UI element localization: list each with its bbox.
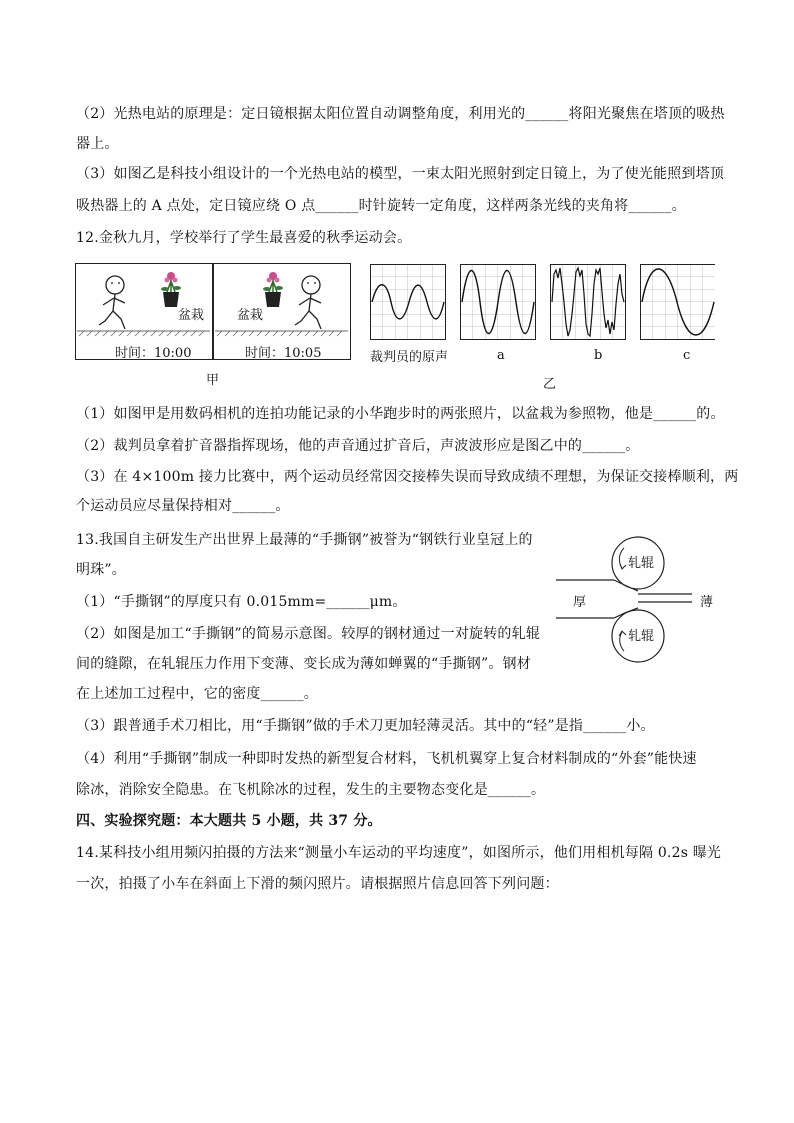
jia-panel1-time: 时间：10:00: [115, 346, 192, 361]
q12-part1: （1）如图甲是用数码相机的连拍功能记录的小华跑步时的两张照片，以盆栽为参照物，他是______的。: [76, 406, 725, 422]
roller-top-label: 轧辊: [628, 556, 655, 571]
q13-part2-line3: 在上述加工过程中，它的密度______。: [76, 686, 318, 702]
roller-bottom-label: 轧辊: [628, 629, 655, 644]
q13-part3: （3）跟普通手术刀相比，用“手撕钢”做的手术刀更加轻薄灵活。其中的“轻”是指______小。: [76, 718, 655, 734]
q13-stem-line2: 明珠”。: [76, 562, 126, 578]
q11-part3-line2: 吸热器上的 A 点处，定日镜应绕 O 点______时针旋转一定角度，这样两条光线的夹角将______。: [76, 198, 686, 214]
q12-part3-line1: （3）在 4×100m 接力比赛中，两个运动员经常因交接棒失误而导致成绩不理想，为保证交接棒顺利，两: [76, 469, 739, 485]
q13-part4-line1: （4）利用“手撕钢”制成一种即时发热的新型复合材料，飞机机翼穿上复合材料制成的“外套”能快速: [76, 751, 697, 767]
waveform-c: [641, 265, 716, 340]
q13-part4-line2: 除冰，消除安全隐患。在飞机除冰的过程，发生的主要物态变化是______。: [76, 782, 546, 798]
q14-stem-line1: 14.某科技小组用频闪拍摄的方法来“测量小车运动的平均速度”，如图所示，他们用相机每隔 0.2s 曝光: [76, 845, 722, 861]
figure-yi-waveforms: [370, 264, 715, 344]
section-four-heading: 四、实验探究题：本大题共 5 小题，共 37 分。: [76, 813, 382, 829]
yi-label-original: 裁判员的原声: [370, 350, 449, 365]
q12-stem: 12.金秋九月，学校举行了学生最喜爱的秋季运动会。: [76, 230, 412, 246]
q13-part2-line1: （2）如图是加工“手撕钢”的简易示意图。较厚的钢材通过一对旋转的轧辊: [76, 626, 541, 642]
yi-label-a: a: [497, 348, 505, 363]
q14-stem-line2: 一次，拍摄了小车在斜面上下滑的频闪照片。请根据照片信息回答下列问题：: [76, 876, 559, 892]
q11-part2-line1: （2）光热电站的原理是：定日镜根据太阳位置自动调整角度，利用光的______将阳光聚焦在塔顶的吸热: [76, 106, 725, 122]
roller-thick-label: 厚: [573, 595, 587, 610]
yi-caption: 乙: [543, 377, 557, 392]
roller-thin-label: 薄: [700, 595, 714, 610]
q12-part2: （2）裁判员拿着扩音器指挥现场，他的声音通过扩音后，声波波形应是图乙中的______。: [76, 438, 640, 454]
q11-part3-line1: （3）如图乙是科技小组设计的一个光热电站的模型，一束太阳光照射到定日镜上，为了使光能照到塔顶: [76, 166, 725, 182]
jia-panel2-plant-label: 盆栽: [237, 308, 264, 323]
q13-part2-line2: 间的缝隙，在轧辊压力作用下变薄、变长成为薄如蝉翼的“手撕钢”。钢材: [76, 656, 531, 672]
yi-label-b: b: [594, 348, 603, 363]
q12-part3-line2: 个运动员应尽量保持相对______。: [76, 498, 290, 514]
waveform-b: [551, 265, 626, 340]
jia-panel1-plant-label: 盆栽: [178, 308, 205, 323]
waveform-original: [371, 265, 446, 340]
yi-label-c: c: [683, 348, 691, 363]
q13-stem-line1: 13.我国自主研发生产出世界上最薄的“手撕钢”被誉为“钢铁行业皇冠上的: [76, 532, 533, 548]
jia-panel2-time: 时间：10:05: [245, 346, 322, 361]
q13-part1: （1）“手撕钢”的厚度只有 0.015mm=______μm。: [76, 594, 407, 610]
waveform-a: [461, 265, 536, 340]
jia-caption: 甲: [206, 373, 220, 388]
q11-part2-line2: 器上。: [76, 136, 119, 152]
